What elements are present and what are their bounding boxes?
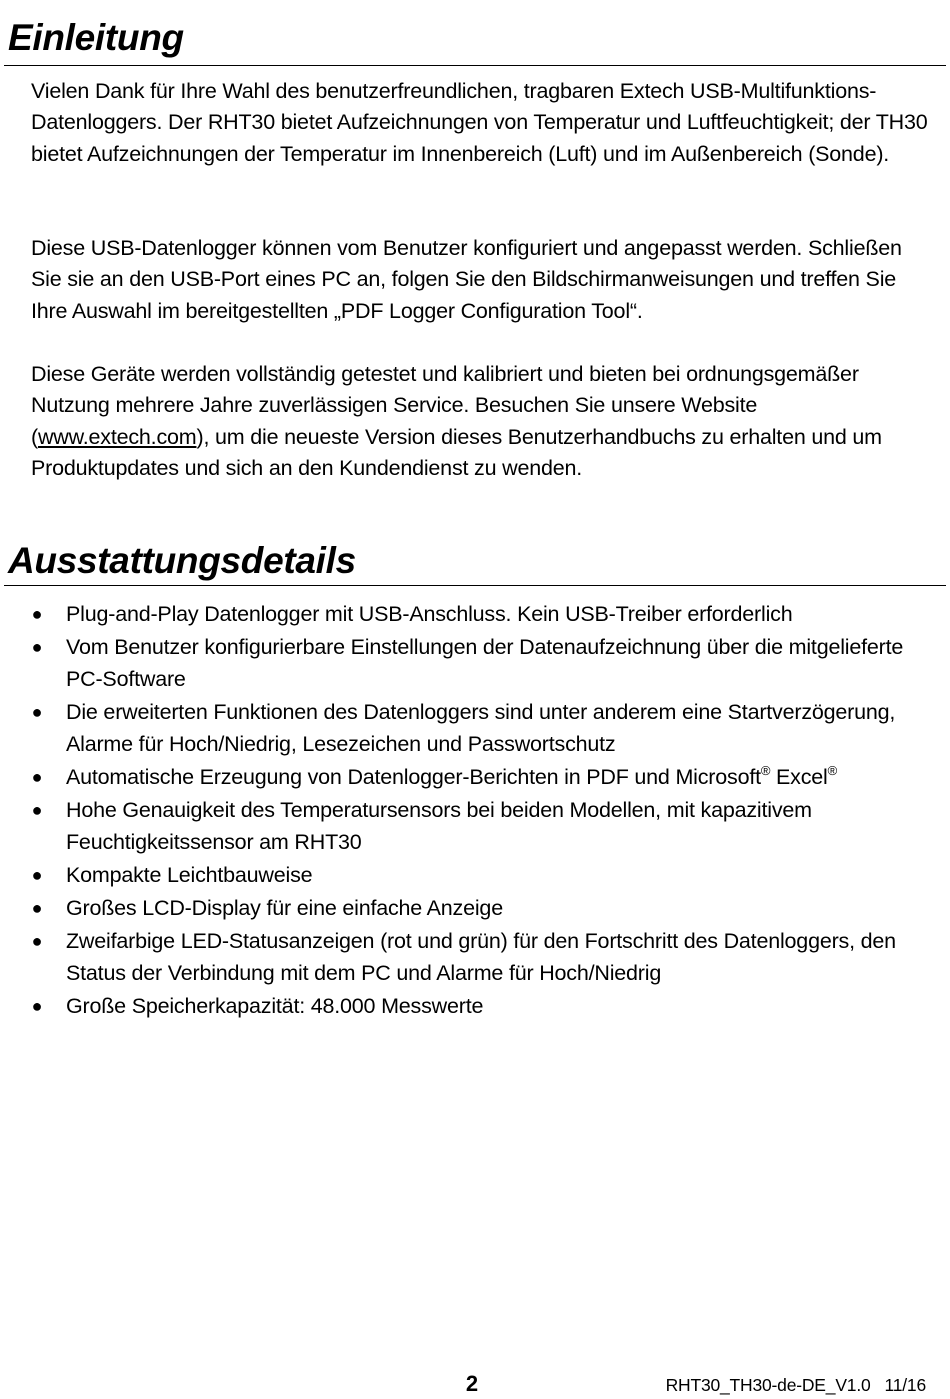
intro-paragraph-2: Diese USB-Datenlogger können vom Benutzer konfiguriert und angepasst werden. Schließen Sie sie an den USB-Port eines PC an, folgen Sie den Bildschirmanweisungen und treffen Sie Ihre Auswahl im bereitgestellten „PDF Logger Configuration Tool“. (31, 236, 902, 323)
document-code: RHT30_TH30-de-DE_V1.0 11/16 (665, 1375, 926, 1395)
feature-text-part: Automatische Erzeugung von Datenlogger-Berichten in PDF und Microsoft (66, 765, 761, 789)
heading-einleitung: Einleitung (8, 17, 184, 58)
intro-paragraph-3 (31, 359, 936, 484)
feature-item (0, 990, 940, 1022)
intro-paragraph-1: Vielen Dank für Ihre Wahl des benutzerfreundlichen, tragbaren Extech USB-Multifunktions-Datenloggers. Der RHT30 bietet Aufzeichnungen von Temperatur und Luftfeuchtigkeit; der TH30 bietet Aufzeichnungen der Temperatur im Innenbereich (Luft) und im Außenbereich (Sonde). (31, 79, 928, 166)
feature-item (0, 598, 940, 630)
feature-text (66, 765, 837, 789)
feature-item (0, 794, 940, 858)
registered-mark: ® (827, 763, 838, 778)
feature-text: Kompakte Leichtbauweise (66, 863, 313, 887)
heading-rule-einleitung (4, 65, 946, 66)
bullet-icon: ● (31, 637, 43, 657)
bullet-icon: ● (31, 604, 43, 624)
feature-text: Große Speicherkapazität: 48.000 Messwerte (66, 994, 484, 1018)
bullet-icon: ● (31, 931, 43, 951)
feature-item (0, 761, 940, 793)
bullet-icon: ● (31, 800, 43, 820)
bullet-icon: ● (31, 702, 43, 722)
feature-item (0, 859, 940, 891)
feature-text: Die erweiterten Funktionen des Datenloggers sind unter anderem eine Startverzögerung, Alarme für Hoch/Niedrig, Lesezeichen und Passwortschutz (66, 700, 896, 756)
heading-rule-ausstattungsdetails (4, 585, 946, 586)
feature-item (0, 696, 940, 760)
intro-paragraph-3-text-end: ), um die neueste Version dieses Benutzerhandbuchs zu erhalten und um Produktupdates und sich an den Kundendienst zu wenden. (31, 424, 882, 480)
feature-text: Vom Benutzer konfigurierbare Einstellungen der Datenaufzeichnung über die mitgelieferte PC-Software (66, 635, 904, 691)
feature-text: Plug-and-Play Datenlogger mit USB-Anschluss. Kein USB-Treiber erforderlich (66, 602, 793, 626)
feature-item (0, 631, 940, 695)
bullet-icon: ● (31, 767, 43, 787)
bullet-icon: ● (31, 996, 43, 1016)
feature-text: Hohe Genauigkeit des Temperatursensors bei beiden Modellen, mit kapazitivem Feuchtigkeitssensor am RHT30 (66, 798, 812, 854)
bullet-icon: ● (31, 865, 43, 885)
intro-paragraph-3-text-start: Diese Geräte werden vollständig getestet und kalibriert und bieten bei ordnungsgemäßer Nutzung mehrere Jahre zuverlässigen Service. Besuchen Sie unsere Website ( (31, 362, 859, 449)
feature-text: Zweifarbige LED-Statusanzeigen (rot und grün) für den Fortschritt des Datenloggers, den Status der Verbindung mit dem PC und Alarme für Hoch/Niedrig (66, 929, 896, 985)
heading-ausstattungsdetails: Ausstattungsdetails (8, 540, 356, 581)
feature-text-part: Excel (770, 765, 828, 789)
bullet-icon: ● (31, 898, 43, 918)
feature-item (0, 892, 940, 924)
feature-text: Großes LCD-Display für eine einfache Anzeige (66, 896, 503, 920)
extech-website-link[interactable]: www.extech.com (37, 424, 197, 449)
feature-list (0, 598, 940, 1023)
page-number: 2 (465, 1371, 479, 1396)
feature-item (0, 925, 940, 989)
registered-mark: ® (760, 763, 771, 778)
